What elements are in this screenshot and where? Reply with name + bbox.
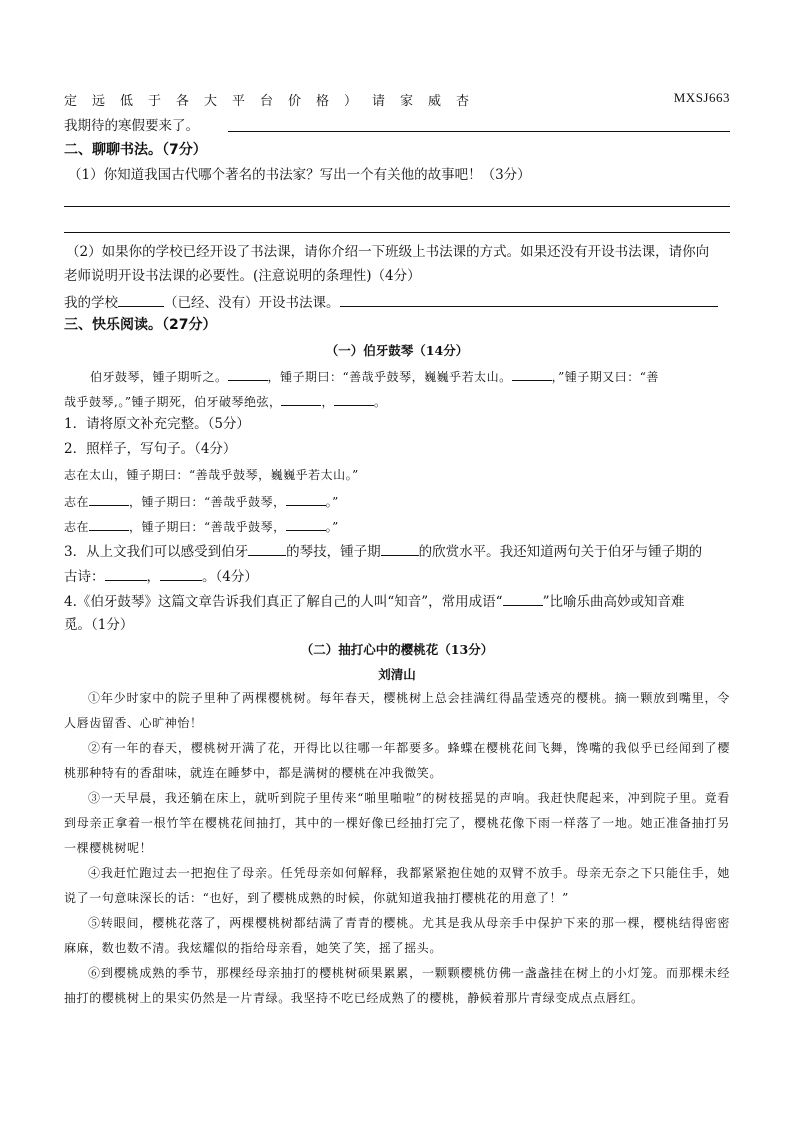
answer-rule[interactable] (64, 232, 730, 233)
reading-paragraph: ①年少时家中的院子里种了两棵樱桃树。每年春天，樱桃树上总会挂满红得晶莹透亮的樱桃。摘一颗放到嘴里，令人唇齿留香、心旷神怡！ (64, 691, 730, 730)
fill-blank[interactable] (248, 541, 286, 556)
text-segment: ，锺子期曰：“善哉乎鼓琴，巍巍乎若太山。 (267, 370, 512, 384)
section-2-q2-line2: 老师说明开设书法课的必要性。(注意说明的条理性)（4分） (64, 268, 421, 284)
item-2: 2．照样子，写句子。（4分） (64, 441, 237, 457)
text-segment: ， (146, 569, 160, 585)
fill-blank[interactable] (160, 566, 202, 581)
item-3-line1 (64, 541, 702, 561)
answer-rule[interactable] (64, 206, 730, 207)
section-2-q2-answer (64, 292, 718, 312)
text-segment: 3．从上文我们可以感受到伯牙 (64, 544, 249, 560)
fill-blank[interactable] (381, 541, 419, 556)
holiday-text: 我期待的寒假要来了。 (64, 118, 199, 134)
text-segment: 。” (325, 495, 339, 509)
section-3-title: 三、快乐阅读。（27分） (64, 317, 217, 333)
fill-blank[interactable] (105, 566, 147, 581)
fill-blank[interactable] (89, 516, 129, 531)
text-segment: ，锺子期曰：“善哉乎鼓琴， (129, 520, 286, 534)
part-1-text-line2 (64, 391, 386, 411)
header-left-text: 定远低于各大平台价格）请家威杏 (64, 94, 485, 109)
text-segment: ，”锺子期又曰：“善 (551, 370, 659, 384)
reading-paragraph: ⑥到樱桃成熟的季节，那棵经母亲抽打的樱桃树硕果累累，一颗颗樱桃仿佛一盏盏挂在树上的小灯笼。而那棵未经抽打的樱桃树上的果实仍然是一片青绿。我坚持不吃已经成熟了的樱桃，静候着那片青绿变成点点唇红。 (64, 966, 730, 1005)
text-segment: 志在 (64, 520, 90, 534)
reading-paragraph: ③一天早晨，我还躺在床上，就听到院子里传来“啪里啪啦”的树枝摇晃的声响。我赶快爬起来，冲到院子里。竟看到母亲正拿着一根竹竿在樱桃花间抽打，其中的一棵好像已经抽打完了，樱桃花像下雨一样落了一地。她正准备抽打另一棵樱桃树呢！ (64, 791, 730, 855)
item-3-line2 (64, 566, 258, 586)
fill-blank[interactable] (228, 366, 268, 381)
page-header (64, 90, 730, 108)
text-segment: 伯牙鼓琴，锺子期听之。 (90, 370, 228, 384)
answer-rule[interactable] (228, 131, 730, 132)
part-1-title: （一）伯牙鼓琴（14分） (325, 343, 469, 358)
text-segment: 古诗： (64, 569, 105, 585)
part-1-text-line1 (90, 366, 659, 386)
text-segment: 的琴技，锺子期 (286, 544, 381, 560)
text-segment: 。” (325, 520, 339, 534)
text-segment: 。 (373, 395, 387, 409)
item-2-example: 志在太山，锺子期曰：“善哉乎鼓琴，巍巍乎若太山。” (64, 468, 359, 482)
fill-blank[interactable] (340, 292, 718, 307)
fill-blank[interactable] (503, 591, 543, 606)
text-segment: 4.《伯牙鼓琴》这篇文章告诉我们真正了解自己的人叫“知音”，常用成语“ (64, 594, 503, 610)
item-2-copy-1 (64, 491, 339, 511)
text-segment: 。（4分） (202, 569, 258, 585)
fill-blank[interactable] (286, 491, 326, 506)
reading-paragraph: ④我赶忙跑过去一把抱住了母亲。任凭母亲如何解释，我都紧紧抱住她的双臂不放手。母亲无奈之下只能住手，她说了一句意味深长的话：“也好，到了樱桃成熟的时候，你就知道我抽打樱桃花的用意了！” (64, 866, 730, 905)
text-segment: 的欣赏水平。我还知道两句关于伯牙与锺子期的 (418, 544, 703, 560)
fill-blank[interactable] (286, 516, 326, 531)
section-2-q1: （1）你知道我国古代哪个著名的书法家？写出一个有关他的故事吧！（3分） (68, 167, 531, 183)
answer-mid: （已经、没有）开设书法课。 (164, 295, 340, 311)
item-1: 1．请将原文补充完整。（5分） (64, 416, 250, 432)
text-segment: ”比喻乐曲高妙或知音难 (542, 594, 685, 610)
text-segment: ，锺子期曰：“善哉乎鼓琴， (129, 495, 286, 509)
text-segment: ， (321, 395, 334, 409)
item-4-line1 (64, 591, 685, 611)
fill-blank[interactable] (118, 292, 164, 307)
fill-blank[interactable] (89, 491, 129, 506)
reading-paragraph: ②有一年的春天，樱桃树开满了花，开得比以往哪一年都要多。蜂蝶在樱桃花间飞舞，馋嘴的我似乎已经闻到了樱桃那种特有的香甜味，就连在睡梦中，都是满树的樱桃在冲我微笑。 (64, 741, 730, 780)
text-segment: 哉乎鼓琴,。”锺子期死，伯牙破琴绝弦， (64, 395, 282, 409)
answer-line-holiday (64, 117, 199, 135)
part-2-title: （二）抽打心中的樱桃花（13分） (300, 642, 494, 657)
reading-paragraph: ⑤转眼间，樱桃花落了，两棵樱桃树都结满了青青的樱桃。尤其是我从母亲手中保护下来的那一棵，樱桃结得密密麻麻，数也数不清。我炫耀似的指给母亲看，她笑了笑，摇了摇头。 (64, 916, 730, 955)
answer-prefix: 我的学校 (64, 295, 118, 311)
fill-blank[interactable] (512, 366, 552, 381)
header-code: MXSJ663 (673, 90, 730, 105)
section-2-title: 二、聊聊书法。（7分） (64, 142, 207, 158)
text-segment: 志在 (64, 495, 90, 509)
fill-blank[interactable] (281, 391, 321, 406)
item-2-copy-2 (64, 516, 339, 536)
section-2-q2-line1: （2）如果你的学校已经开设了书法课，请你介绍一下班级上书法课的方式。如果还没有开设书法课，请你向 (66, 244, 710, 260)
part-2-author: 刘清山 (378, 667, 416, 682)
fill-blank[interactable] (334, 391, 374, 406)
item-4-line2: 觅。（1分） (64, 617, 134, 633)
